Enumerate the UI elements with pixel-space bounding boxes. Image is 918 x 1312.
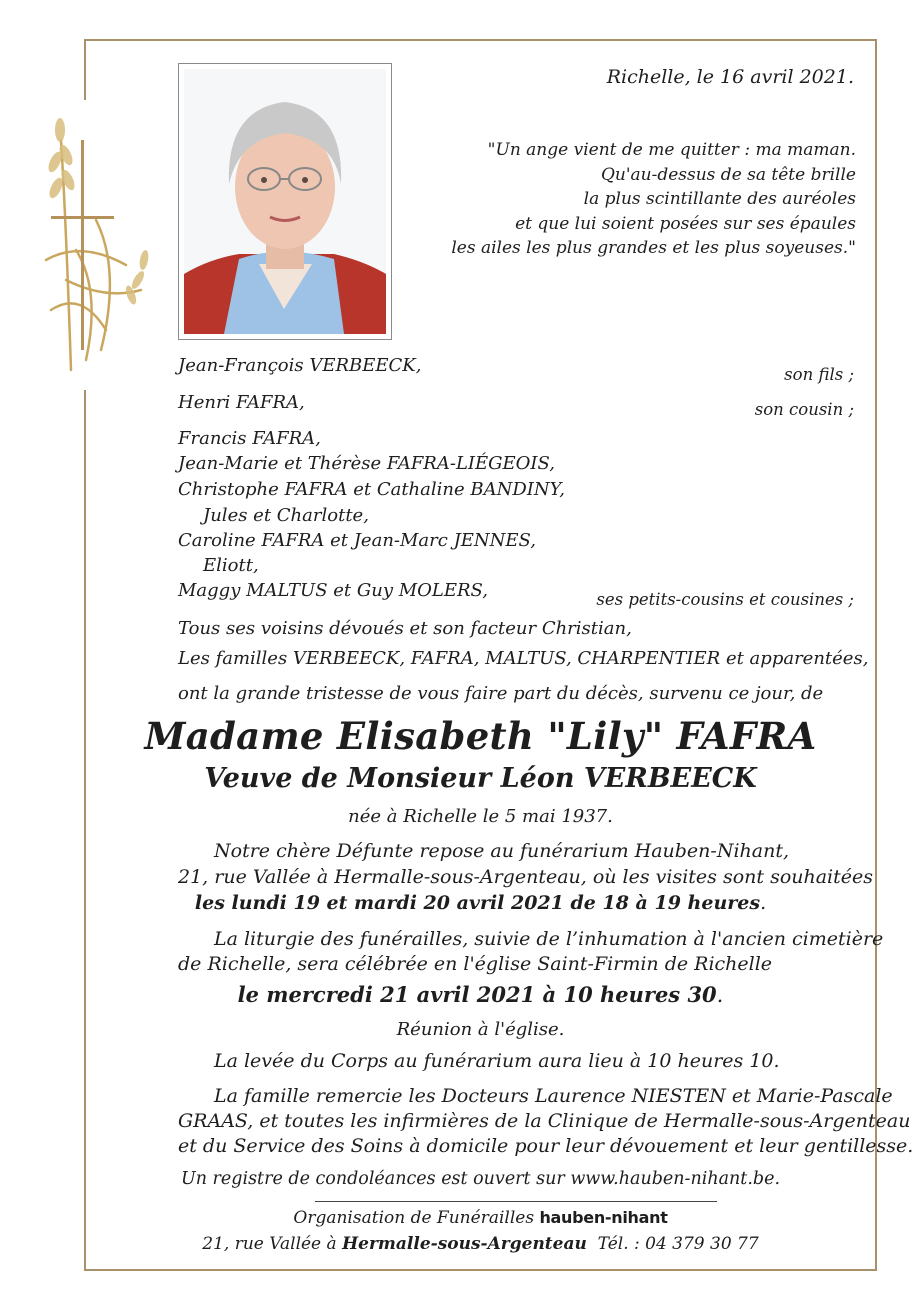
announcement-line: ont la grande tristesse de vous faire part du décès, survenu ce jour, de [178,683,824,704]
address-prefix: 21, rue Vallée à [202,1234,337,1254]
family-member: Francis FAFRA, [178,428,321,449]
family-member: Caroline FAFRA et Jean-Marc JENNES, [178,530,536,551]
poem-line: "Un ange vient de me quitter : ma maman. [487,140,856,160]
family-member: Les familles VERBEECK, FAFRA, MALTUS, CHARPENTIER et apparentées, [178,648,869,669]
liturgy-line: La liturgie des funérailles, suivie de l’inhumation à l'ancien cimetière [214,928,884,950]
liturgy-line: de Richelle, sera célébrée en l'église Saint-Firmin de Richelle [178,953,773,975]
liturgy-date-end: . [716,983,724,1007]
family-member: Tous ses voisins dévoués et son facteur Christian, [178,618,632,639]
family-member: Jules et Charlotte, [203,505,369,526]
relation-label: son fils ; [784,365,854,384]
liturgy-date: le mercredi 21 avril 2021 à 10 heures 30 [237,982,717,1007]
poem-line: les ailes les plus grandes et les plus soyeuses." [451,238,856,258]
date-line: Richelle, le 16 avril 2021. [606,66,854,88]
visits-dates: les lundi 19 et mardi 20 avril 2021 de 18 à 19 heures [194,892,761,914]
family-member: Jean-François VERBEECK, [178,355,422,376]
widow-of-line: Veuve de Monsieur Léon VERBEECK [204,763,757,794]
family-member: Maggy MALTUS et Guy MOLERS, [178,580,488,601]
registry-line: Un registre de condoléances est ouvert sur www.hauben-nihant.be. [180,1169,781,1189]
portrait-photo [178,63,392,340]
relation-label: son cousin ; [754,400,854,419]
thanks-line: GRAAS, et toutes les infirmières de la Clinique de Hermalle-sous-Argenteau [178,1110,911,1132]
visits-line [84,892,877,914]
family-member: Henri FAFRA, [178,392,305,413]
birth-line: née à Richelle le 5 mai 1937. [348,806,613,827]
family-member: Jean-Marie et Thérèse FAFRA-LIÉGEOIS, [178,453,555,474]
family-member: Eliott, [203,555,259,576]
repose-line: 21, rue Vallée à Hermalle-sous-Argenteau, où les visites sont souhaitées [178,866,874,888]
cross-wheat-icon [26,100,166,390]
footer-address-line [84,1234,877,1254]
address-city: Hermalle-sous-Argenteau [342,1234,587,1254]
brand-logo-text: hauben-nihant [539,1208,668,1227]
family-member: Christophe FAFRA et Cathaline BANDINY, [178,479,565,500]
poem-line: la plus scintillante des auréoles [583,189,856,209]
poem-line: Qu'au-dessus de sa tête brille [600,164,856,185]
cross-wheat-ornament [26,100,166,390]
thanks-line: La famille remercie les Docteurs Laurence NIESTEN et Marie-Pascale [214,1085,893,1107]
relation-label: ses petits-cousins et cousines ; [596,590,854,609]
footer-divider [315,1201,717,1202]
org-prefix: Organisation de Funérailles [293,1208,535,1228]
thanks-line: et du Service des Soins à domicile pour leur dévouement et leur gentillesse. [178,1135,914,1157]
levee-line: La levée du Corps au funérarium aura lieu à 10 heures 10. [214,1050,780,1072]
phone-number: Tél. : 04 379 30 77 [597,1234,759,1254]
deceased-name: Madame Elisabeth "Lily" FAFRA [144,714,817,758]
reunion-line: Réunion à l'église. [396,1019,565,1040]
poem-line: et que lui soient posées sur ses épaules [515,213,856,234]
repose-line: Notre chère Défunte repose au funérarium Hauben-Nihant, [214,840,790,862]
poem-quote [451,138,856,261]
liturgy-date-line [84,982,877,1007]
visits-end: . [760,892,767,914]
footer-org-line [84,1208,877,1228]
portrait-image [184,69,386,334]
